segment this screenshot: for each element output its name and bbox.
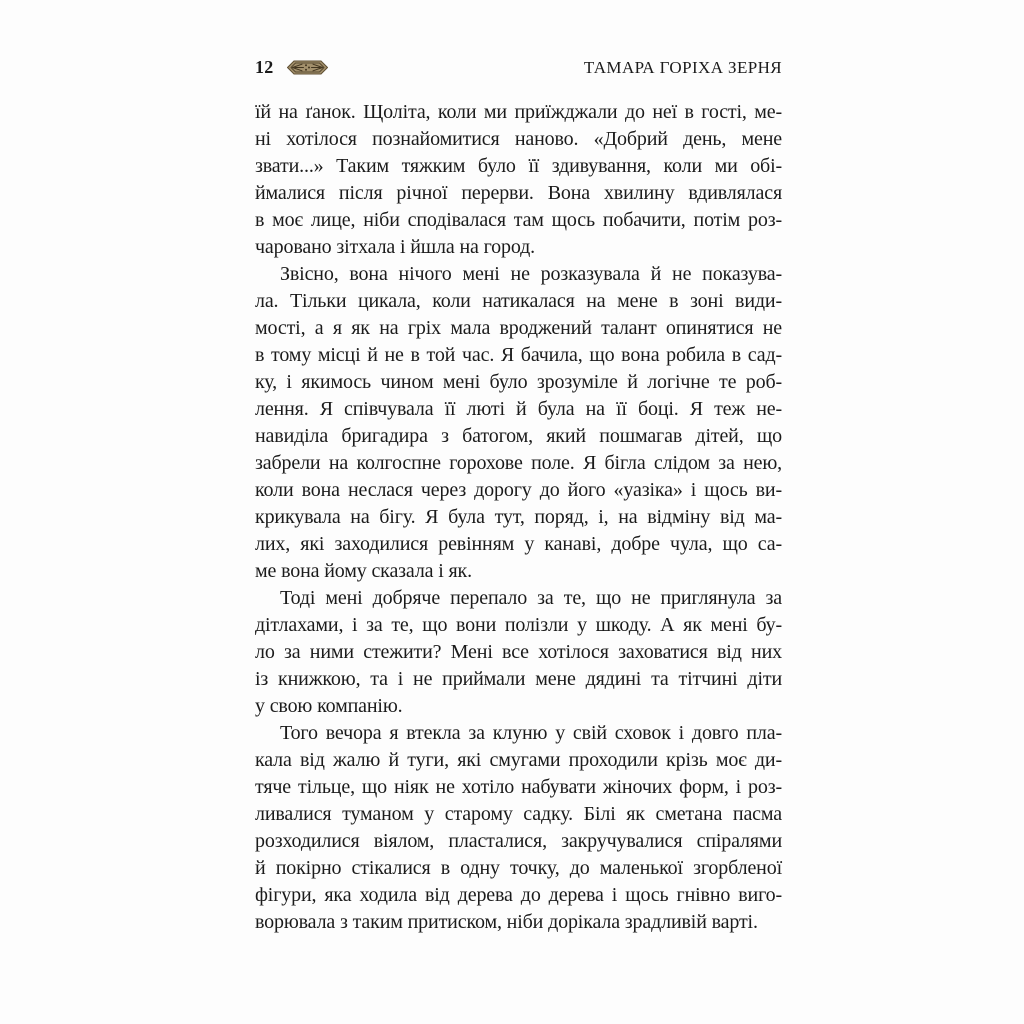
text-line: лення. Я співчувала її люті й була на її боці. Я теж не- [255, 398, 782, 420]
paragraph [255, 261, 782, 585]
text-line: дітлахами, і за те, що вони полізли у шкоду. А як мені бу- [255, 614, 782, 636]
page-number: 12 [255, 57, 274, 77]
text-line: забрели на колгоспне горохове поле. Я бігла слідом за нею, [255, 452, 782, 474]
text-line: ку, і якимось чином мені було зрозуміле й логічне те роб- [255, 371, 782, 393]
text-line: й покірно стікалися в одну точку, до маленької згорбленої [255, 857, 782, 879]
text-line: звати...» Таким тяжким було її здивування, коли ми обі- [255, 155, 782, 177]
text-line: Того вечора я втекла за клуню у свій сховок і довго пла- [280, 722, 782, 744]
text-line: тяче тільце, що ніяк не хотіло набувати жіночих форм, і роз- [255, 776, 782, 798]
text-line: коли вона неслася через дорогу до його «уазіка» і щось ви- [255, 479, 782, 501]
text-line: фігури, яка ходила від дерева до дерева і щось гнівно виго- [255, 884, 782, 906]
paragraph [255, 99, 782, 261]
text-line: чаровано зітхала і йшла на город. [255, 236, 535, 258]
paragraph [255, 720, 782, 936]
paragraph [255, 585, 782, 720]
body-text [255, 99, 782, 936]
text-line: ливалися туманом у старому садку. Білі як сметана пасма [255, 803, 782, 825]
text-line: ме вона йому сказала і як. [255, 560, 472, 582]
text-line: ймалися після річної перерви. Вона хвилину вдивлялася [255, 182, 782, 204]
text-line: кала від жалю й туги, які смугами проходили крізь моє ди- [255, 749, 782, 771]
text-line: розходилися віялом, пласталися, закручувалися спіралями [255, 830, 782, 852]
text-line: лих, які заходилися ревінням у канаві, добре чула, що са- [255, 533, 782, 555]
hexagonal-leaf-ornament-icon [287, 60, 328, 75]
text-line: із книжкою, та і не приймали мене дядині та тітчині діти [255, 668, 782, 690]
text-line: в моє лице, ніби сподівалася там щось побачити, потім роз- [255, 209, 782, 231]
text-line: ло за ними стежити? Мені все хотілося заховатися від них [255, 641, 782, 663]
text-line: ворювала з таким притиском, ніби дорікала зрадливій варті. [255, 911, 758, 933]
text-line: ла. Тільки цикала, коли натикалася на мене в зоні види- [255, 290, 782, 312]
text-line: Тоді мені добряче перепало за те, що не приглянула за [280, 587, 782, 609]
text-line: крикувала на бігу. Я була тут, поряд, і, на відміну від ма- [255, 506, 782, 528]
text-line: в тому місці й не в той час. Я бачила, що вона робила в сад- [255, 344, 782, 366]
text-line: їй на ґанок. Щоліта, коли ми приїжджали до неї в гості, ме- [255, 101, 782, 123]
text-line: у свою компанію. [255, 695, 403, 717]
page-header [255, 56, 782, 78]
running-title: ТАМАРА ГОРІХА ЗЕРНЯ [583, 57, 782, 77]
text-line: ні хотілося познайомитися наново. «Добрий день, мене [255, 128, 782, 150]
text-line: навиділа бригадира з батогом, який пошмагав дітей, що [255, 425, 782, 447]
text-line: Звісно, вона нічого мені не розказувала й не показува- [280, 263, 782, 285]
text-line: мості, а я як на гріх мала вроджений талант опинятися не [255, 317, 782, 339]
